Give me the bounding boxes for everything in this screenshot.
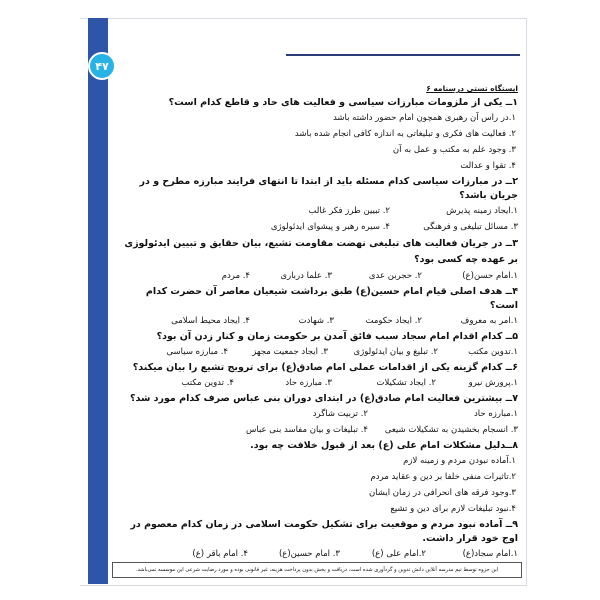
q6-option-1: ۱.پرورش نیرو — [468, 378, 518, 388]
q4-option-3: ۳. شهادت — [298, 316, 334, 326]
q5-option-4: ۴. مبارزه سیاسی — [166, 347, 228, 357]
q7-options-row-1 — [116, 406, 518, 422]
q2-options-row-1 — [116, 203, 518, 219]
q2-option-2: ۲. تبیین طرز فکر غالب — [308, 206, 390, 216]
question-5: ۵ــ کدام اقدام امام سجاد سبب فائق آمدن بر حکومت زمان و کنار زدن آن بود؟ — [156, 331, 518, 342]
question-3: ۳ــ در جریان فعالیت های تبلیغی نهضت مقاومت تشیع، بیان حقایق و تبیین ایدئولوژی بر عهده چه کسی بود؟ — [124, 238, 518, 265]
q8-option-1: ۱.آماده نبودن مردم و زمینه لازم — [403, 456, 516, 466]
q2-option-4: ۴. سیره رهبر و پیشوای ایدئولوژی — [270, 222, 390, 232]
q9-options — [116, 546, 518, 562]
q3-option-4: ۴. مردم — [221, 271, 250, 281]
q6-options — [116, 375, 518, 391]
q3-options — [116, 268, 518, 284]
q5-options — [116, 344, 518, 360]
q9-option-4: ۴. امام باقر (ع) — [192, 549, 248, 559]
q1-option-4: ۴. تقوا و عدالت — [460, 161, 516, 171]
q2-option-3: ۳. مسائل تبلیغی و فرهنگی — [423, 222, 518, 232]
q8-option-4: ۴.نبود تبلیغات لازم برای دین و تشیع — [390, 504, 516, 514]
q7-option-1: ۱.مبارزه حاد — [474, 409, 518, 419]
q7-option-3: ۳. انسجام بخشیدن به تشکیلات شیعی — [384, 425, 518, 435]
q4-option-4: ۴. ایجاد محیط اسلامی — [171, 316, 250, 326]
q3-option-2: ۲. حجربن عدی — [368, 271, 422, 281]
q1-option-1: ۱.در راس آن رهبری همچون امام حضور داشته باشد — [332, 113, 516, 123]
question-4: ۴ــ هدف اصلی قیام امام حسین(ع) طبق برداشت شیعیان معاصر آن حضرت کدام است؟ — [145, 286, 518, 311]
q7-options-row-2 — [116, 422, 518, 438]
question-8: ۸ــدلیل مشکلات امام علی (ع) بعد از قبول خلافت چه بود. — [250, 440, 518, 451]
q2-options-row-2 — [116, 219, 518, 235]
q4-option-2: ۲. ایجاد حکومت — [365, 316, 422, 326]
question-7: ۷ــ بیشترین فعالیت امام صادق(ع) در ابتدای دوران بنی عباس صرف کدام مورد شد؟ — [129, 393, 518, 404]
header-rule — [286, 54, 520, 56]
q6-option-2: ۲. ایجاد تشکیلات — [376, 378, 436, 388]
q7-option-4: ۴. تبلیغات و بیان مفاسد بنی عباس — [245, 425, 368, 435]
side-bar — [88, 18, 108, 584]
q8-option-3: ۳.وجود فرقه های انحرافی در زمان ایشان — [368, 488, 516, 498]
question-2: ۲ــ در مبارزات سیاسی کدام مسئله باید از ابتدا تا انتهای فرایند مبارزه مطرح و در جریان باشد؟ — [139, 176, 518, 201]
page-number: ۴۷ — [95, 59, 109, 73]
q7-option-2: ۲. تربیت شاگرد — [312, 409, 368, 419]
question-1: ۱ــ یکی از ملزومات مبارزات سیاسی و فعالیت های حاد و قاطع کدام است؟ — [168, 97, 518, 108]
question-9: ۹ــ آماده نبود مردم و موقعیت برای تشکیل حکومت اسلامی در زمان کدام معصوم در اوج خود قرار داشت. — [130, 519, 518, 544]
q2-option-1: ۱.ایجاد زمینه پذیرش — [446, 206, 518, 216]
q3-option-3: ۳. علما درباری — [280, 271, 332, 281]
q4-options — [116, 313, 518, 329]
q9-option-3: ۳. امام حسین(ع) — [278, 549, 340, 559]
q3-option-1: ۱.امام حسن(ع) — [462, 271, 518, 281]
q1-option-3: ۳. وجود علم به مکتب و عمل به آن — [392, 145, 516, 155]
q9-option-1: ۱.امام سجاد(ع) — [462, 549, 518, 559]
footer-notice: این جزوه توسط تیم مدرسه آنلاین دانش تدوین و گردآوری شده است، دریافت و پخش بدون پرداخت هزینه، غیر قانونی بوده و مورد رضایت شرعی این موسسه نمی‌باشد. — [112, 562, 522, 578]
q5-option-3: ۳. ایجاد جمعیت مجهز — [252, 347, 328, 357]
q5-option-1: ۱.تدوین مکتب — [468, 347, 518, 357]
section-title: ایستگاه تستی درسنامه ۶ — [426, 84, 518, 93]
question-6: ۶ــ کدام گزینه یکی از اقدامات عملی امام صادق(ع) برای ترویج تشیع را بیان میکند؟ — [132, 362, 518, 373]
content — [116, 84, 518, 562]
q8-option-2: ۲.تاثیرات منفی خلفا بر دین و عقاید مردم — [370, 472, 516, 482]
page-number-badge — [88, 52, 116, 80]
q1-option-2: ۲. فعالیت های فکری و تبلیغاتی به اندازه کافی انجام شده باشد — [294, 129, 516, 139]
q9-option-2: ۲.امام علی (ع) — [371, 549, 426, 559]
q6-option-4: ۴. تدوین مکتب — [181, 378, 234, 388]
q4-option-1: ۱.امر به معروف — [460, 316, 518, 326]
q5-option-2: ۲. تبلیغ و بیان ایدئولوژی — [353, 347, 438, 357]
q6-option-3: ۳. مبارزه حاد — [285, 378, 332, 388]
